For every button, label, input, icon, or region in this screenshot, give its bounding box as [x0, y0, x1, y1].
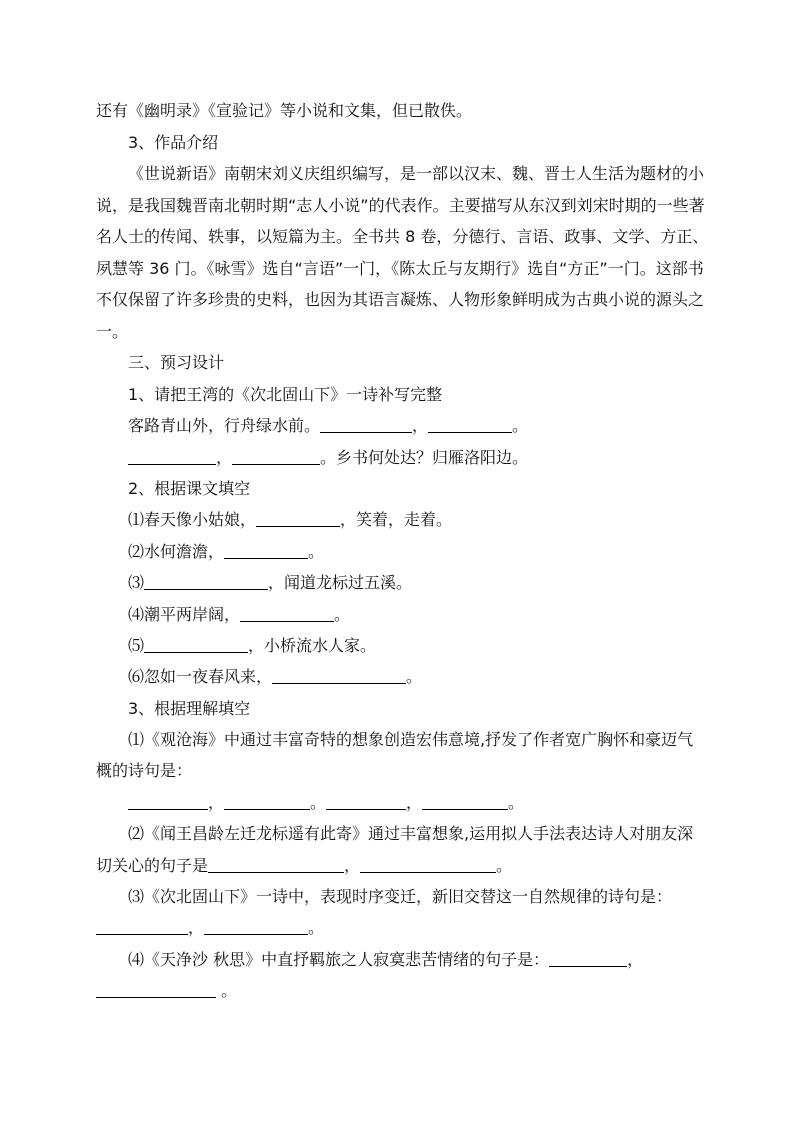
- q2-item-text: 。: [406, 667, 423, 686]
- q2-item: [128, 667, 422, 687]
- answer-blank[interactable]: [128, 448, 216, 465]
- punct: 。: [496, 856, 513, 875]
- intro-tail-line: 还有《幽明录》《宣验记》等小说和文集，但已散佚。: [96, 101, 473, 120]
- answer-blank[interactable]: [428, 416, 512, 433]
- q1-title: 1、请把王湾的《次北固山下》一诗补写完整: [128, 385, 443, 404]
- q3-s2-line-1: ⑵《闻王昌龄左迁龙标遥有此寄》通过丰富想象,运用拟人手法表达诗人对朋友深: [128, 824, 694, 843]
- works-paragraph-line: 《世说新语》南朝宋刘义庆组织编写，是一部以汉末、魏、晋士人生活为题材的小: [128, 164, 705, 183]
- answer-blank[interactable]: [326, 793, 406, 810]
- q1-line-1: [128, 416, 528, 436]
- punct: 。: [216, 981, 238, 1000]
- punct: 。: [512, 416, 529, 435]
- punct: ，: [412, 416, 429, 435]
- q3-s4-text: ⑷《天净沙 秋思》中直抒羁旅之人寂寞悲苦情绪的句子是：: [128, 950, 550, 969]
- punct: ，: [344, 856, 361, 875]
- works-paragraph-line: 一。: [96, 322, 129, 341]
- punct: 。: [508, 793, 525, 812]
- q3-s1-line-1: ⑴《观沧海》中通过丰富奇特的想象创造宏伟意境,抒发了作者宽广胸怀和豪迈气: [128, 730, 694, 749]
- answer-blank[interactable]: [144, 573, 268, 590]
- works-paragraph-line: 名人士的传闻、轶事，以短篇为主。全书共 8 卷，分德行、言语、政事、文学、方正、: [96, 227, 709, 246]
- q2-item-text: ⑹忽如一夜春风来，: [128, 667, 273, 686]
- answer-blank[interactable]: [549, 950, 627, 967]
- q2-item-text: ⑸: [128, 636, 145, 655]
- answer-blank[interactable]: [224, 793, 310, 810]
- q1-given-text: 客路青山外，行舟绿水前。: [128, 416, 321, 435]
- punct: ，: [208, 793, 225, 812]
- answer-blank[interactable]: [144, 636, 248, 653]
- q2-item: [128, 636, 376, 656]
- answer-blank[interactable]: [232, 448, 320, 465]
- punct: 。: [308, 918, 325, 937]
- q2-item-text: ，闻道龙标过五溪。: [268, 573, 413, 592]
- q2-item: [128, 605, 350, 625]
- answer-blank[interactable]: [96, 918, 188, 935]
- q3-s4-line-2: [96, 981, 237, 1001]
- answer-blank[interactable]: [96, 981, 216, 998]
- works-heading: 3、作品介绍: [128, 133, 219, 152]
- q2-item-text: ⑷潮平两岸阔，: [128, 605, 241, 624]
- punct: ，: [216, 448, 233, 467]
- q2-item-text: ，笑着，走着。: [340, 510, 453, 529]
- answer-blank[interactable]: [256, 510, 340, 527]
- q2-item: [128, 573, 412, 593]
- works-paragraph-line: 夙慧等 36 门。《咏雪》选自“言语”一门，《陈太丘与友期行》选自“方正”一门。这部书: [96, 259, 704, 278]
- q1-given-tail: 。乡书何处达？归雁洛阳边。: [320, 448, 529, 467]
- punct: ，: [188, 918, 205, 937]
- q3-s3-line-1: ⑶《次北固山下》一诗中，表现时序变迁，新旧交替这一自然规律的诗句是：: [128, 887, 673, 906]
- q3-s1-blanks: [128, 793, 524, 813]
- q3-s3-blanks: [96, 918, 324, 938]
- punct: ，: [627, 950, 644, 969]
- works-paragraph-line: 不仅保留了许多珍贵的史料，也因为其语言凝炼、人物形象鲜明成为古典小说的源头之: [96, 290, 705, 309]
- q2-item: [128, 542, 324, 562]
- q2-item-text: ⑴春天像小姑娘，: [128, 510, 257, 529]
- q2-item-text: 。: [308, 542, 325, 561]
- q2-title: 2、根据课文填空: [128, 479, 251, 498]
- answer-blank[interactable]: [208, 856, 344, 873]
- punct: ，: [406, 793, 423, 812]
- answer-blank[interactable]: [128, 793, 208, 810]
- q2-item-text: ，小桥流水人家。: [248, 636, 377, 655]
- answer-blank[interactable]: [240, 605, 334, 622]
- q2-item-text: 。: [334, 605, 351, 624]
- q3-s2-text: 切关心的句子是: [96, 856, 209, 875]
- answer-blank[interactable]: [422, 793, 508, 810]
- answer-blank[interactable]: [320, 416, 412, 433]
- preview-heading: 三、预习设计: [128, 353, 225, 372]
- q2-item: [128, 510, 452, 530]
- answer-blank[interactable]: [360, 856, 496, 873]
- q3-s4-line-1: [128, 950, 643, 970]
- works-paragraph-line: 说，是我国魏晋南北朝时期“志人小说”的代表作。主要描写从东汉到刘宋时期的一些著: [96, 196, 705, 215]
- q1-line-2: [128, 448, 528, 468]
- answer-blank[interactable]: [272, 667, 406, 684]
- q3-title: 3、根据理解填空: [128, 699, 251, 718]
- q3-s1-line-2: 概的诗句是：: [96, 761, 193, 780]
- q2-item-text: ⑶: [128, 573, 145, 592]
- q3-s2-line-2: [96, 856, 512, 876]
- answer-blank[interactable]: [224, 542, 308, 559]
- punct: 。: [310, 793, 327, 812]
- answer-blank[interactable]: [204, 918, 308, 935]
- q2-item-text: ⑵水何澹澹，: [128, 542, 225, 561]
